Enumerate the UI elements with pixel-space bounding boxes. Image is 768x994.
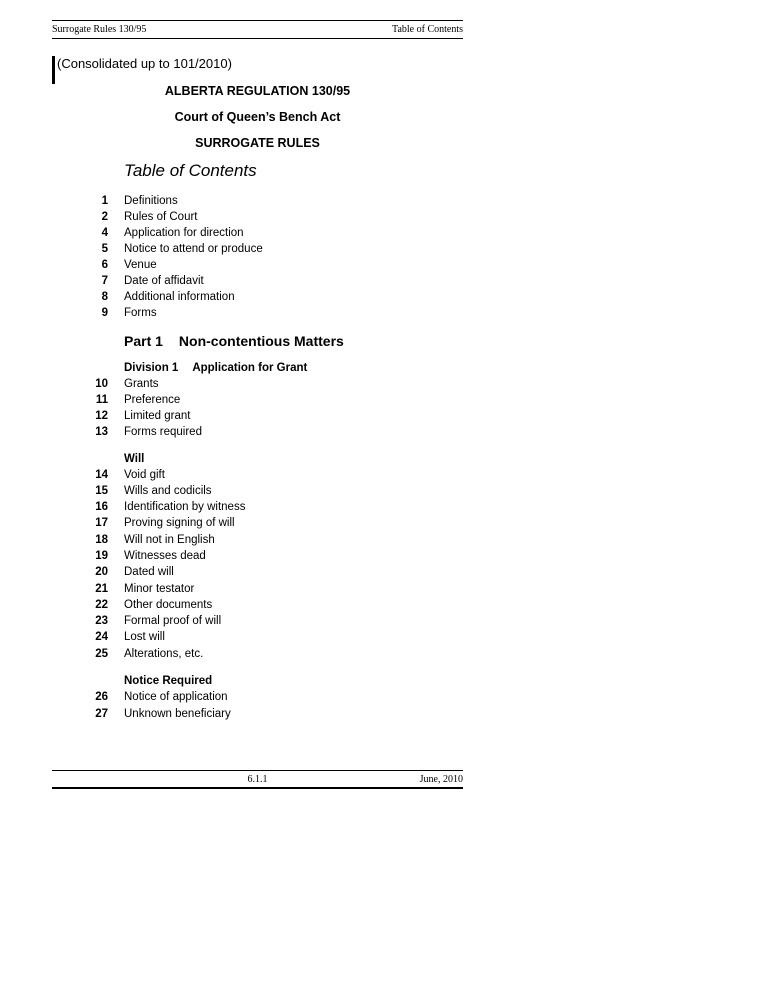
running-header-section: Table of Contents [392, 24, 463, 35]
division-heading[interactable] [124, 360, 307, 376]
section-title: Formal proof of will [124, 615, 222, 627]
section-number: 6 [101, 259, 108, 271]
section-number: 22 [95, 599, 108, 611]
running-header-title: Surrogate Rules 130/95 [52, 24, 147, 35]
section-number: 2 [101, 211, 108, 223]
section-title: Alterations, etc. [124, 648, 204, 660]
section-number: 19 [95, 550, 108, 562]
section-title: Definitions [124, 195, 178, 207]
section-number: 27 [95, 708, 108, 720]
section-number: 11 [95, 394, 108, 406]
section-number: 10 [95, 378, 108, 390]
section-title: Minor testator [124, 583, 195, 595]
section-number: 8 [101, 291, 108, 303]
section-number: 7 [101, 275, 108, 287]
section-title: Grants [124, 378, 159, 390]
section-title: Will not in English [124, 534, 215, 546]
section-number: 1 [101, 195, 108, 207]
division-title: Application for Grant [192, 362, 308, 374]
consolidation-note: (Consolidated up to 101/2010) [57, 56, 232, 71]
section-number: 18 [95, 534, 108, 546]
section-number: 26 [95, 691, 108, 703]
header-rule-top [52, 20, 463, 21]
section-number: 12 [95, 410, 108, 422]
section-title: Preference [124, 394, 181, 406]
section-title: Rules of Court [124, 211, 198, 223]
part-label: Part 1 [124, 333, 163, 349]
change-bar [52, 56, 55, 84]
section-title: Date of affidavit [124, 275, 204, 287]
footer-rule-top [52, 770, 463, 771]
section-number: 9 [101, 307, 108, 319]
section-number: 14 [95, 469, 108, 481]
section-title: Void gift [124, 469, 165, 481]
section-number: 13 [95, 426, 108, 438]
section-number: 16 [95, 501, 108, 513]
section-number: 25 [95, 648, 108, 660]
section-number: 17 [95, 517, 108, 529]
section-title: Lost will [124, 631, 165, 643]
will-heading[interactable]: Will [124, 453, 145, 465]
section-title: Dated will [124, 566, 174, 578]
section-number: 20 [95, 566, 108, 578]
section-number: 23 [95, 615, 108, 627]
section-title: Other documents [124, 599, 213, 611]
section-number: 15 [95, 485, 108, 497]
division-label: Division 1 [124, 362, 179, 374]
part-heading[interactable] [124, 333, 344, 349]
section-title: Proving signing of will [124, 517, 235, 529]
section-title: Venue [124, 259, 157, 271]
notice-heading[interactable]: Notice Required [124, 675, 213, 687]
section-title: Notice of application [124, 691, 228, 703]
act-title: Court of Queen’s Bench Act [174, 110, 341, 124]
section-title: Unknown beneficiary [124, 708, 231, 720]
section-title: Forms required [124, 426, 202, 438]
footer-date: June, 2010 [419, 774, 463, 785]
rules-title: SURROGATE RULES [195, 136, 320, 150]
section-title: Identification by witness [124, 501, 246, 513]
regulation-title: ALBERTA REGULATION 130/95 [164, 84, 351, 98]
part-title: Non-contentious Matters [178, 333, 344, 349]
toc-title: Table of Contents [124, 161, 257, 180]
footer-rule-bottom [52, 787, 463, 789]
section-number: 5 [101, 243, 108, 255]
section-title: Application for direction [124, 227, 244, 239]
section-number: 24 [95, 631, 108, 643]
section-title: Additional information [124, 291, 235, 303]
page-number: 6.1.1 [247, 774, 268, 785]
section-title: Forms [124, 307, 157, 319]
header-rule-bottom [52, 38, 463, 39]
section-number: 21 [95, 583, 108, 595]
section-title: Wills and codicils [124, 485, 212, 497]
section-title: Limited grant [124, 410, 191, 422]
section-number: 4 [101, 227, 108, 239]
section-title: Notice to attend or produce [124, 243, 263, 255]
section-title: Witnesses dead [124, 550, 206, 562]
